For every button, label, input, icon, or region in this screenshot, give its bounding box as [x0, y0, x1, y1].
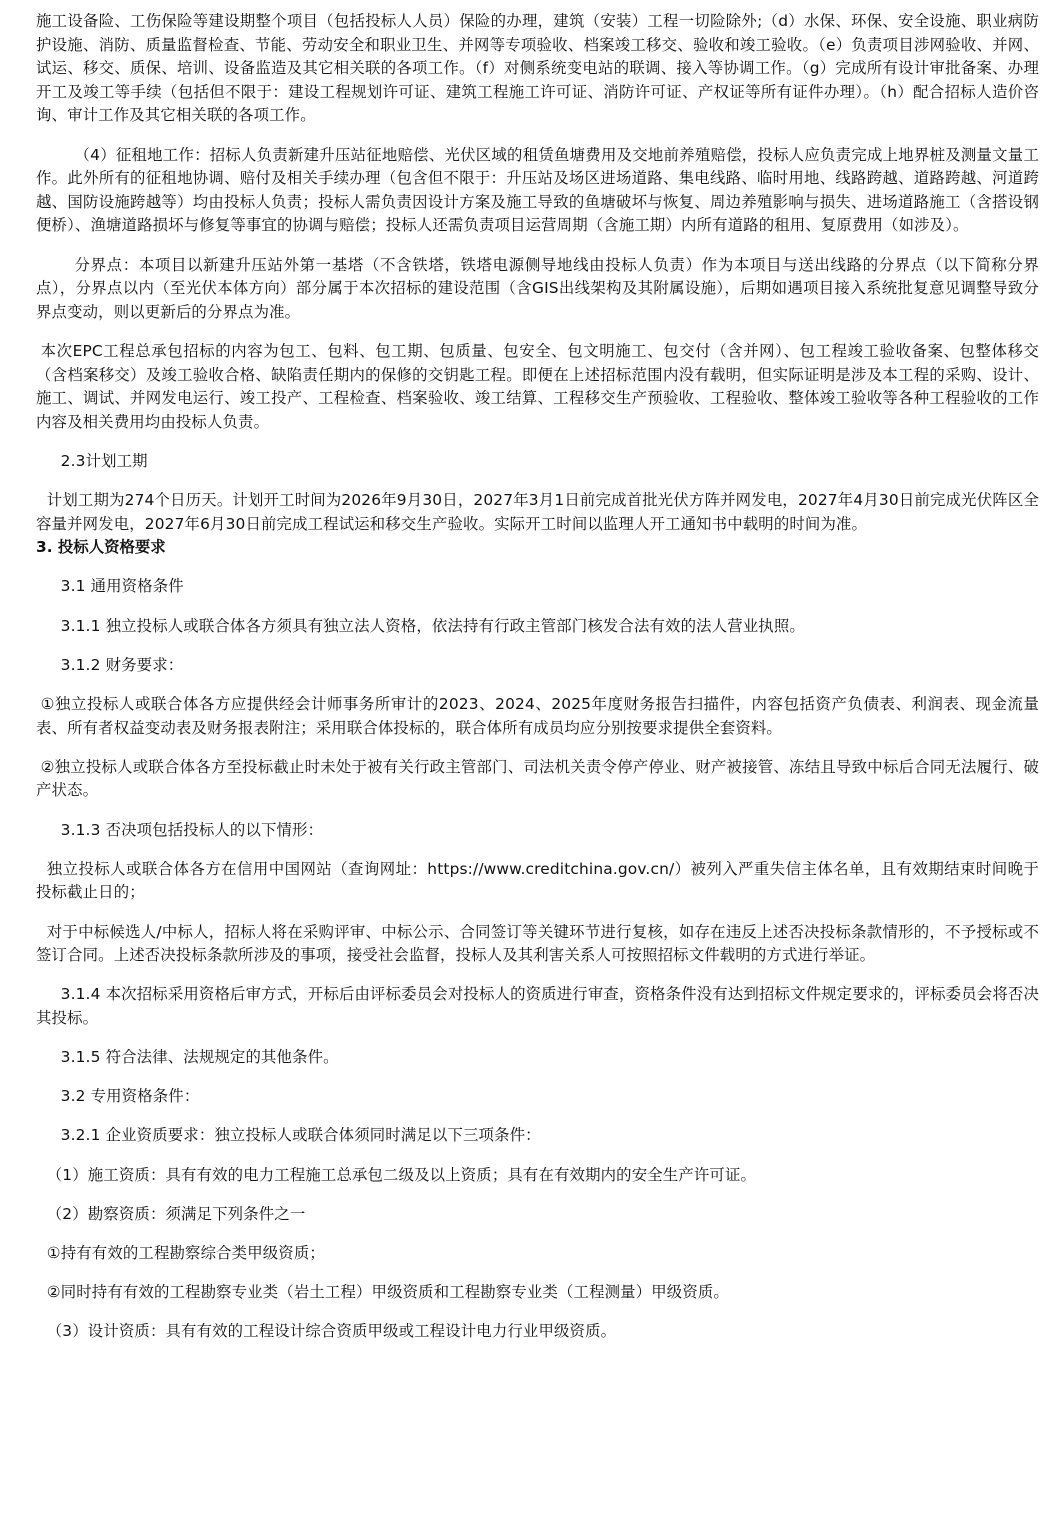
- paragraph-3-1-4: 3.1.4 本次招标采用资格后审方式，开标后由评标委员会对投标人的资质进行审查，资格条件没有达到招标文件规定要求的，评标委员会将否决其投标。: [36, 985, 1039, 1027]
- section-heading-3: 3. 投标人资格要求: [36, 538, 166, 557]
- paragraph-insurance-acceptance: 施工设备险、工伤保险等建设期整个项目（包括投标人人员）保险的办理，建筑（安装）工程一切险除外;（d）水保、环保、安全设施、职业病防护设施、消防、质量监督检查、节能、劳动安全和职业卫生、并网等专项验收、档案竣工移交、验收和竣工验收。（e）负责项目涉网验收、并网、试运、移交、质保、培训、设备监造及其它相关联的各项工作。（f）对侧系统变电站的联调、接入等协调工作。（g）完成所有设计审批备案、办理开工及竣工等手续（包括但不限于：建设工程规划许可证、建筑工程施工许可证、消防许可证、产权证等所有证件办理）。（h）配合招标人造价咨询、审计工作及其它相关联的各项工作。: [36, 12, 1039, 125]
- paragraph-financial-status: ②独立投标人或联合体各方至投标截止时未处于被有关行政主管部门、司法机关责令停产停业、财产被接管、冻结且导致中标后合同无法履行、破产状态。: [36, 757, 1039, 800]
- section-heading-2-3: 2.3计划工期: [60, 451, 148, 470]
- paragraph-3-1-1: 3.1.1 独立投标人或联合体各方须具有独立法人资格，依法持有行政主管部门核发合法有效的法人营业执照。: [60, 616, 805, 635]
- paragraph-demarcation-point: 分界点：本项目以新建升压站外第一基塔（不含铁塔，铁塔电源侧导地线由投标人负责）作为本项目与送出线路的分界点（以下简称分界点），分界点以内（至光伏本体方向）部分属于本次招标的建设范围（含GIS出线架构及其附属设施），后期如遇项目接入系统批复意见调整导致分界点变动，则以更新后的分界点为准。: [36, 255, 1039, 321]
- paragraph-land-acquisition: （4）征租地工作：招标人负责新建升压站征地赔偿、光伏区域的租赁鱼塘费用及交地前养殖赔偿，投标人应负责完成上地界桩及测量文量工作。此外所有的征租地协调、赔付及相关手续办理（包含但不限于：升压站及场区进场道路、集电线路、临时用地、线路跨越、道路跨越、河道跨越、国防设施跨越等）均由投标人负责；投标人需负责因设计方案及施工导致的鱼塘破坏与恢复、周边养殖影响与损失、进场道路施工（含搭设钢便桥）、渔塘道路损坏与修复等事宜的协调与赔偿；投标人还需负责项目运营周期（含施工期）内所有道路的租用、复原费用（如涉及）。: [36, 145, 1039, 235]
- section-heading-3-2: 3.2 专用资格条件：: [60, 1087, 200, 1106]
- paragraph-survey-qualification: （2）勘察资质：须满足下列条件之一: [46, 1204, 306, 1223]
- paragraph-survey-option-2: ②同时持有有效的工程勘察专业类（岩土工程）甲级资质和工程勘察专业类（工程测量）甲级资质。: [46, 1283, 729, 1302]
- paragraph-3-1-3: 3.1.3 否决项包括投标人的以下情形：: [60, 820, 324, 839]
- section-heading-3-1: 3.1 通用资格条件: [60, 577, 184, 596]
- paragraph-financial-reports: ①独立投标人或联合体各方应提供经会计师事务所审计的2023、2024、2025年度财务报告扫描件，内容包括资产负债表、利润表、现金流量表、所有者权益变动表及财务报表附注；采用联合体投标的，联合体所有成员均应分别按要求提供全套资料。: [36, 695, 1039, 737]
- paragraph-review: 对于中标候选人/中标人，招标人将在采购评审、中标公示、合同签订等关键环节进行复核，如存在违反上述否决投标条款情形的，不予授标或不签订合同。上述否决投标条款所涉及的事项，接受社会监督，投标人及其利害关系人可按照招标文件载明的方式进行举证。: [36, 922, 1039, 965]
- paragraph-3-2-1: 3.2.1 企业资质要求：独立投标人或联合体须同时满足以下三项条件：: [60, 1126, 541, 1145]
- document-page: [36, 10, 1039, 1344]
- paragraph-3-1-5: 3.1.5 符合法律、法规规定的其他条件。: [60, 1048, 339, 1067]
- paragraph-survey-option-1: ①持有有效的工程勘察综合类甲级资质；: [46, 1244, 325, 1263]
- paragraph-schedule: 计划工期为274个日历天。计划开工时间为2026年9月30日，2027年3月1日前完成首批光伏方阵并网发电，2027年4月30日前完成光伏阵区全容量并网发电，2027年6月30日前完成工程试运和移交生产验收。实际开工时间以监理人开工通知书中载明的时间为准。: [36, 491, 1039, 533]
- paragraph-3-1-2: 3.1.2 财务要求：: [60, 655, 184, 674]
- paragraph-credit-china: 独立投标人或联合体各方在信用中国网站（查询网址：https://www.creditchina.gov.cn/）被列入严重失信主体名单，且有效期结束时间晚于投标截止日的；: [36, 859, 1039, 902]
- paragraph-design-qualification: （3）设计资质：具有有效的工程设计综合资质甲级或工程设计电力行业甲级资质。: [46, 1322, 617, 1341]
- paragraph-epc-scope: 本次EPC工程总承包招标的内容为包工、包料、包工期、包质量、包安全、包文明施工、包交付（含并网）、包工程竣工验收备案、包整体移交（含档案移交）及竣工验收合格、缺陷责任期内的保修的交钥匙工程。即便在上述招标范围内没有载明，但实际证明是涉及本工程的采购、设计、施工、调试、并网发电运行、竣工投产、工程检查、档案验收、竣工结算、工程移交生产预验收、工程验收、整体竣工验收等各种工程验收的工作内容及相关费用均由投标人负责。: [36, 341, 1039, 431]
- paragraph-construction-qualification: （1）施工资质：具有有效的电力工程施工总承包二级及以上资质；具有在有效期内的安全生产许可证。: [46, 1165, 757, 1184]
